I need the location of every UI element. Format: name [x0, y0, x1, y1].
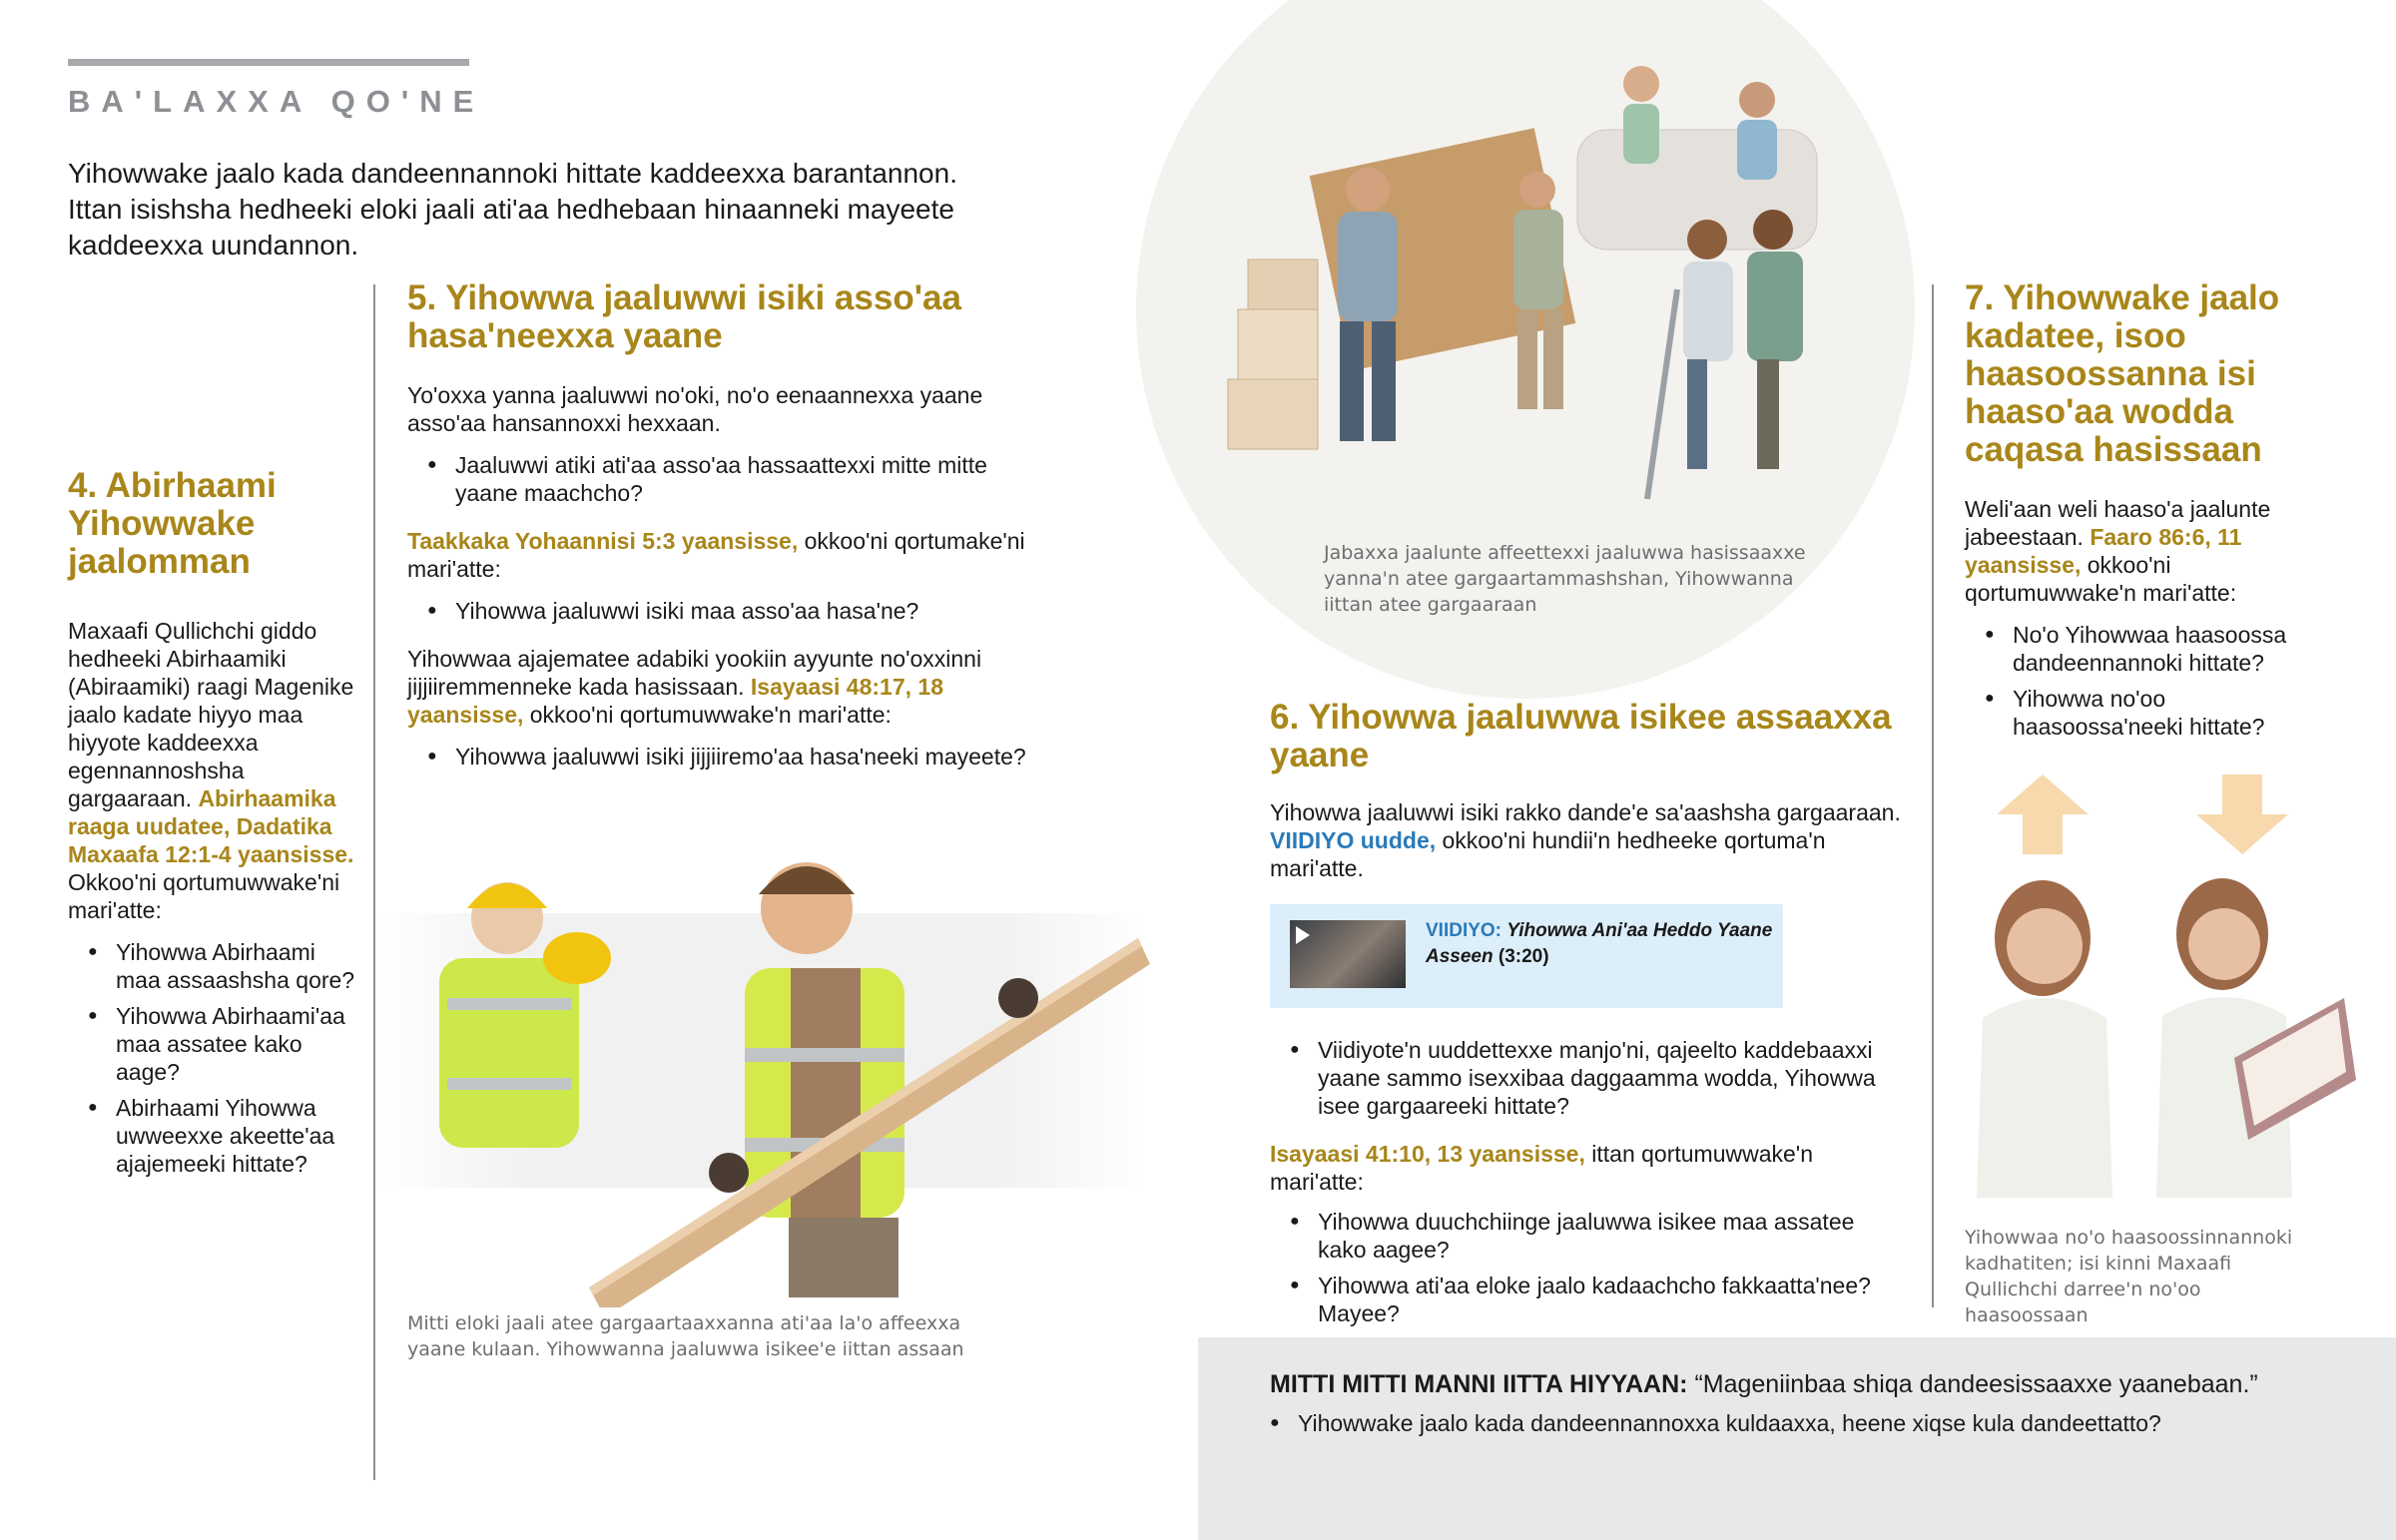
- review-box: [1198, 1337, 2396, 1540]
- review-statement: MITTI MITTI MANNI IITTA HIYYAAN: “Mageniinbaa shiqa dandeesissaaxxe yaanebaan.”: [1270, 1370, 2258, 1398]
- section-5: [407, 279, 1046, 778]
- illustration-caption: Jabaxxa jaalunte affeettexxi jaaluwwa hasissaaxxe yanna'n atee gargaartammashshan, Yihowwanna iittan atee gargaaraan: [1324, 542, 1806, 616]
- section-7: [1965, 279, 2324, 749]
- question-item: ● Yihowwa no'oo haasoossa'neeki hittate?: [1965, 685, 2324, 741]
- column-divider: [1932, 284, 1934, 1307]
- section-5-questions: [407, 451, 1046, 507]
- section-6-ref-para: Isayaasi 41:10, 13 yaansisse, ittan qortumuwwake'n mari'atte:: [1270, 1141, 1813, 1195]
- section-5-questions: [407, 597, 1046, 625]
- question-item: ● Yihowwa jaaluwwi isiki maa asso'aa hasa'ne?: [407, 597, 1046, 625]
- column-divider: [373, 284, 375, 1480]
- prayer-reading-illustration: [1973, 868, 2372, 1198]
- scripture-link[interactable]: Abirhaamika raaga uudatee, Dadatika Maxaafa 12:1-4 yaansisse.: [68, 785, 354, 867]
- section-6-title: 6. Yihowwa jaaluwwa isikee assaaxxa yaane: [1270, 698, 1892, 774]
- illustration-caption: Yihowwaa no'o haasoossinnannoki kadhatiten; isi kinni Maxaafi Qullichchi darree'n no'oo haasoossaan: [1965, 1227, 2293, 1326]
- moving-day-illustration: [1218, 60, 1857, 509]
- arrow-up-icon: [1993, 774, 2093, 854]
- video-link[interactable]: VIIDIYO uudde,: [1270, 827, 1437, 853]
- lesson-title: BA'LAXXA QO'NE: [68, 84, 485, 119]
- section-7-title: 7. Yihowwake jaalo kadatee, isoo haasoossanna isi haaso'aa wodda caqasa hasissaan: [1965, 278, 2280, 469]
- section-7-questions: [1965, 621, 2324, 741]
- video-card[interactable]: [1270, 904, 1783, 1008]
- question-item: ● No'o Yihowwaa haasoossa dandeennannoki hittate?: [1965, 621, 2324, 677]
- section-4-text: Maxaafi Qullichchi giddo hedheeki Abirhaamiki (Abiraamiki) raagi Magenike jaalo kadate hiyyo maa hiyyote kaddeexxa egennannoshsha gargaaraan. Abirhaamika raaga uudatee, Dadatika Maxaafa 12:1-4 yaansisse. Okkoo'ni qortumuwwake'ni mari'atte:: [68, 618, 354, 923]
- section-6-discussion: [1270, 1036, 1909, 1335]
- scripture-link[interactable]: Isayaasi 48:17, 18 yaansisse,: [407, 674, 943, 728]
- section-6-questions: [1270, 1036, 1909, 1120]
- video-title[interactable]: VIIDIYO: Yihowwa Ani'aa Heddo Yaane Asseen (3:20): [1426, 920, 1773, 967]
- question-item: ● Yihowwa ati'aa eloke jaalo kadaachcho fakkaatta'nee? Mayee?: [1270, 1272, 1909, 1327]
- question-item: ● Yihowwa duuchchiinge jaaluwwa isikee maa assatee kako aagee?: [1270, 1208, 1909, 1264]
- section-5-para: Yihowwaa ajajematee adabiki yookiin ayyunte no'oxxinni jijjiiremmenneke kada hasissaan. Isayaasi 48:17, 18 yaansisse, okkoo'ni qortumuwwake'n mari'atte:: [407, 646, 982, 728]
- scripture-link[interactable]: Isayaasi 41:10, 13 yaansisse,: [1270, 1141, 1585, 1167]
- video-thumbnail[interactable]: [1290, 920, 1406, 988]
- section-6-para: Yihowwa jaaluwwi isiki rakko dande'e sa'aashsha gargaaraan. VIIDIYO uudde, okkoo'ni hundii'n hedheeke qortuma'n mari'atte.: [1270, 799, 1901, 881]
- illustration-caption: Mitti eloki jaali atee gargaartaaxxanna ati'aa la'o affeexxa yaane kulaan. Yihowwanna jaaluwwa isikee'e iittan assaan: [407, 1312, 964, 1360]
- section-5-questions: [407, 743, 1046, 770]
- question-item: ● Abirhaami Yihowwa uwweexxe akeette'aa ajajemeeki hittate?: [68, 1094, 357, 1178]
- workers-illustration: [399, 818, 1158, 1307]
- section-4-questions: [68, 938, 357, 1178]
- review-questions: [1250, 1409, 2348, 1445]
- question-item: ● Yihowwa Abirhaami maa assaashsha qore?: [68, 938, 357, 994]
- question-item: ● Yihowwake jaalo kada dandeennannoxxa kuldaaxxa, heene xiqse kula dandeettatto?: [1250, 1409, 2348, 1437]
- section-6-questions: [1270, 1208, 1909, 1327]
- section-4: [68, 467, 357, 1186]
- question-item: ● Jaaluwwi atiki ati'aa asso'aa hassaattexxi mitte mitte yaane maachcho?: [407, 451, 1046, 507]
- question-item: ● Yihowwa Abirhaami'aa maa assatee kako aage?: [68, 1002, 357, 1086]
- section-5-para: Yo'oxxa yanna jaaluwwi no'oki, no'o eenaannexxa yaane asso'aa hansannoxxi hexxaan.: [407, 382, 983, 436]
- lesson-intro: Yihowwake jaalo kada dandeennannoki hittate kaddeexxa barantannon. Ittan isishsha hedheeki eloki jaali ati'aa hedhebaan hinaanneki mayeete kaddeexxa uundannon.: [68, 158, 957, 260]
- section-5-ref-para: Taakkaka Yohaannisi 5:3 yaansisse, okkoo'ni qortumake'ni mari'atte:: [407, 528, 1025, 582]
- header-rule: [68, 59, 469, 66]
- section-4-title: 4. Abirhaami Yihowwake jaalomman: [68, 466, 277, 581]
- section-5-title: 5. Yihowwa jaaluwwi isiki asso'aa hasa'neexxa yaane: [407, 278, 961, 355]
- scripture-link[interactable]: Faaro 86:6, 11 yaansisse,: [1965, 524, 2242, 578]
- question-item: ● Yihowwa jaaluwwi isiki jijjiiremo'aa hasa'neeki mayeete?: [407, 743, 1046, 770]
- question-item: ● Viidiyote'n uuddettexxe manjo'ni, qajeelto kaddebaaxxi yaane sammo isexxibaa daggaamma wodda, Yihowwa isee gargaareeki hittate?: [1270, 1036, 1909, 1120]
- play-icon[interactable]: [1296, 926, 1310, 944]
- scripture-link[interactable]: Taakkaka Yohaannisi 5:3 yaansisse,: [407, 528, 799, 554]
- arrow-down-icon: [2192, 774, 2292, 854]
- section-7-para: Weli'aan weli haaso'a jaalunte jabeestaan. Faaro 86:6, 11 yaansisse, okkoo'ni qortumuwwake'n mari'atte:: [1965, 496, 2271, 606]
- section-6: [1270, 699, 1909, 882]
